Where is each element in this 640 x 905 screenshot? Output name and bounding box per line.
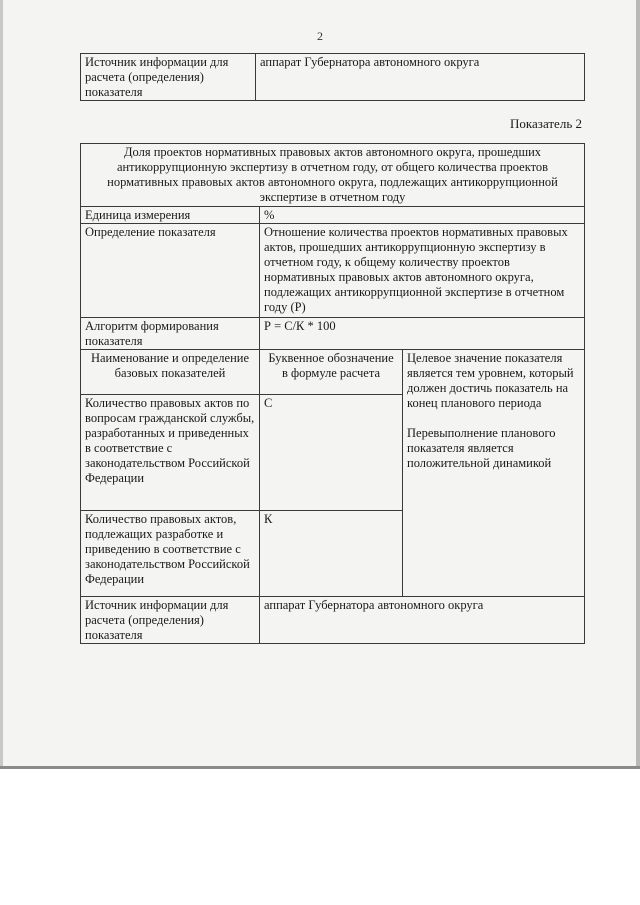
row-k-label: Количество правовых актов, подлежащих разработке и приведению в соответствие с законодательством Российской Федерации xyxy=(81,511,260,597)
page-edge-bottom xyxy=(0,766,640,769)
page-number: 2 xyxy=(317,29,323,43)
header-name: Наименование и определение базовых показателей xyxy=(81,350,260,395)
row-c-label: Количество правовых актов по вопросам гражданской службы, разработанных и приведенных в соответствие с законодательством Российской Федерации xyxy=(81,395,260,511)
row-c-symbol: С xyxy=(260,395,403,511)
target-text-2: Перевыполнение планового показателя является положительной динамикой xyxy=(407,426,556,470)
page-edge-right xyxy=(636,0,640,768)
table-row xyxy=(81,597,585,644)
table-row xyxy=(81,207,585,224)
table-row xyxy=(81,54,585,101)
table-row xyxy=(81,144,585,207)
indicator-table xyxy=(80,143,585,644)
source-value: аппарат Губернатора автономного округа xyxy=(256,54,585,101)
table-row xyxy=(81,318,585,350)
source-value-bottom: аппарат Губернатора автономного округа xyxy=(260,597,585,644)
table-row xyxy=(81,350,585,395)
unit-value: % xyxy=(260,207,585,224)
unit-label: Единица измерения xyxy=(81,207,260,224)
definition-value: Отношение количества проектов нормативных правовых актов, прошедших антикоррупционную экспертизу в отчетном году, к общему количеству проектов нормативных правовых актов автономного округа, подлежащих антикоррупционной экспертизе в отчетном году (Р) xyxy=(260,224,585,318)
header-symbol: Буквенное обозначение в формуле расчета xyxy=(260,350,403,395)
definition-label: Определение показателя xyxy=(81,224,260,318)
indicator-label: Показатель 2 xyxy=(510,116,582,131)
target-value-cell xyxy=(403,350,585,597)
algorithm-label: Алгоритм формирования показателя xyxy=(81,318,260,350)
table-row xyxy=(81,224,585,318)
source-table-top xyxy=(80,53,585,101)
source-label: Источник информации для расчета (определения) показателя xyxy=(81,54,256,101)
page-edge-left xyxy=(0,0,3,768)
indicator-title: Доля проектов нормативных правовых актов автономного округа, прошедших антикоррупционную экспертизу в отчетном году, от общего количества проектов нормативных правовых актов автономного округа, подлежащих антикоррупционной экспертизе в отчетном году xyxy=(81,144,585,207)
row-k-symbol: К xyxy=(260,511,403,597)
target-text-1: Целевое значение показателя является тем уровнем, который должен достичь показатель на конец планового периода xyxy=(407,351,574,410)
algorithm-value: Р = С/К * 100 xyxy=(260,318,585,350)
source-label-bottom: Источник информации для расчета (определения) показателя xyxy=(81,597,260,644)
